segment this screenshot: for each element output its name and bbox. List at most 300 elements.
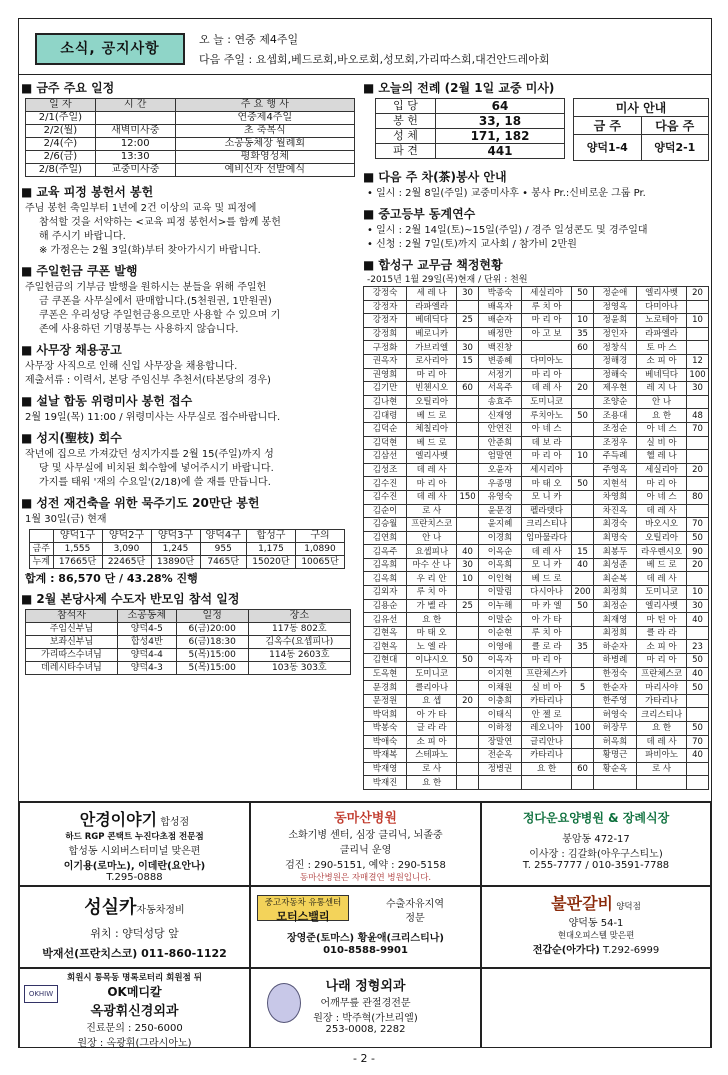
meeting-cell: 양덕4-4: [117, 649, 176, 662]
choir-row: [364, 354, 709, 368]
choir-cell: [457, 368, 479, 382]
rosary-header-row: [30, 530, 345, 543]
choir-cell: [687, 504, 709, 518]
ad-galbi-phone: T.292-6999: [603, 945, 660, 956]
choir-cell: 글리안나: [522, 735, 572, 749]
choir-cell: 김대령: [364, 409, 407, 423]
choir-cell: 30: [687, 382, 709, 396]
ad-hospital-line: 소화기병 센터, 심장 클리닉, 뇌졸중: [288, 830, 443, 841]
coupon-line: 주일헌금의 기부금 발행을 원하시는 분들을 위해 주일헌: [25, 282, 267, 293]
events-cell: 연중제4주일: [175, 112, 354, 125]
meeting-cell: 가리따스수녀님: [26, 649, 118, 662]
choir-cell: 50: [687, 654, 709, 668]
choir-cell: 데 레 사: [407, 490, 457, 504]
choir-cell: [572, 626, 594, 640]
next-value: 요셉회,베드로회,바오로회,성모회,가리따스회,대건안드레아회: [255, 53, 550, 66]
choir-cell: 문정원: [364, 694, 407, 708]
choir-cell: 체칠리아: [407, 422, 457, 436]
choir-cell: 안 나: [637, 395, 687, 409]
choir-cell: [637, 776, 687, 790]
meeting-cell: 합성4반: [117, 636, 176, 649]
seminar-title: ■ 중고등부 동계연수: [363, 205, 711, 222]
choir-cell: 요 한: [522, 762, 572, 776]
choir-cell: 이옥순: [478, 545, 521, 559]
choir-cell: [572, 518, 594, 532]
palm-line: 당 및 사무실에 비치된 회수함에 넣어주시기 바랍니다.: [39, 463, 274, 474]
choir-cell: 5: [572, 681, 594, 695]
meeting-cell: 주임신부님: [26, 623, 118, 636]
ad-nursing-phone: T. 255-7777 / 010-3591-7788: [522, 860, 670, 871]
choir-cell: 도미니코: [407, 667, 457, 681]
tea-line: • 일시 : 2월 8일(주일) 교중미사후 • 봉사 Pr.:신비로운 그룹 Pr.: [367, 188, 646, 199]
choir-cell: 노로테아: [637, 314, 687, 328]
tea-title: ■ 다음 주 차(茶)봉사 안내: [363, 168, 711, 185]
choir-cell: 100: [572, 722, 594, 736]
mass-label: 파 견: [376, 144, 436, 159]
choir-cell: 변종혜: [478, 354, 521, 368]
choir-cell: 이하정: [478, 722, 521, 736]
meeting-header: 장소: [248, 610, 350, 623]
events-header: 시 간: [95, 99, 175, 112]
choir-cell: [687, 300, 709, 314]
choir-cell: 70: [687, 422, 709, 436]
meeting-cell: 5(목)15:00: [176, 649, 248, 662]
choir-cell: [572, 613, 594, 627]
choir-cell: 정인자: [593, 327, 636, 341]
choir-cell: 50: [687, 681, 709, 695]
choir-cell: 정해경: [593, 354, 636, 368]
choir-cell: 베 드 로: [522, 572, 572, 586]
choir-cell: 김수진: [364, 490, 407, 504]
ad-ok: [19, 968, 250, 1048]
right-column: [361, 77, 711, 790]
header: [19, 19, 711, 75]
choir-cell: 김순이: [364, 504, 407, 518]
choir-cell: [572, 354, 594, 368]
meeting-cell: 6(금)18:30: [176, 636, 248, 649]
choir-cell: 안 젤 로: [522, 708, 572, 722]
coupon-title: ■ 주일헌금 쿠폰 발행: [21, 262, 359, 279]
choir-cell: 35: [572, 327, 594, 341]
choir-cell: 클리아나: [407, 681, 457, 695]
choir-row: [364, 681, 709, 695]
hire-title: ■ 사무장 채용공고: [21, 341, 359, 358]
choir-cell: 실 비 아: [522, 681, 572, 695]
meeting-title: ■ 2월 본당사제 수도자 반모임 참석 일정: [21, 590, 359, 607]
choir-cell: [457, 667, 479, 681]
choir-cell: [457, 300, 479, 314]
coupon-line: 쿠폰은 우리성당 주일헌금용으로만 사용할 수 있으며 기: [39, 310, 281, 321]
choir-cell: [457, 776, 479, 790]
ad-motors-badge: 중고자동차 유통센터: [264, 898, 342, 908]
choir-cell: 정순애: [593, 287, 636, 301]
ad-motors-line: 장영준(토마스) 황윤애(크리스티나): [286, 933, 444, 944]
ad-car-line: 박재선(프란치스코) 011-860-1122: [42, 947, 227, 960]
ad-nursing-line: 봉암동 472-17: [562, 834, 630, 845]
meeting-cell: 5(목)15:00: [176, 662, 248, 675]
choir-cell: 로 사: [637, 762, 687, 776]
page-frame: [18, 18, 712, 1048]
choir-cell: 150: [457, 490, 479, 504]
choir-cell: 임마물라다: [522, 531, 572, 545]
choir-cell: 조정순: [593, 422, 636, 436]
choir-cell: 엘리사벳: [637, 599, 687, 613]
choir-cell: 40: [687, 667, 709, 681]
choir-cell: 한정숙: [593, 667, 636, 681]
choir-cell: 12: [687, 354, 709, 368]
choir-cell: 세시리아: [522, 463, 572, 477]
choir-cell: 200: [572, 586, 594, 600]
choir-cell: 안준희: [478, 436, 521, 450]
choir-cell: 다미아나: [637, 300, 687, 314]
choir-cell: 도옥현: [364, 667, 407, 681]
choir-cell: 김덕현: [364, 436, 407, 450]
choir-cell: 70: [687, 518, 709, 532]
ad-narae-title: 나래 정형외과: [325, 979, 406, 994]
meeting-cell: 양덕4-5: [117, 623, 176, 636]
ad-motors-line: 수출자유지역: [386, 899, 444, 910]
choir-cell: 로사리아: [407, 354, 457, 368]
choir-cell: [593, 776, 636, 790]
choir-cell: 90: [687, 545, 709, 559]
choir-cell: 50: [687, 722, 709, 736]
mass-label: 성 체: [376, 129, 436, 144]
choir-cell: 김덕순: [364, 422, 407, 436]
choir-row: [364, 463, 709, 477]
events-cell: [95, 112, 175, 125]
choir-cell: 클 로 라: [522, 640, 572, 654]
ad-ok-title: OK메디칼: [107, 985, 162, 999]
mass-area: [361, 98, 711, 164]
choir-row: [364, 586, 709, 600]
choir-cell: 30: [457, 341, 479, 355]
choir-row: [364, 531, 709, 545]
ad-motors-phone: 010-8588-9901: [323, 945, 408, 956]
choir-cell: 소 피 아: [407, 735, 457, 749]
ad-glasses-sub: 합성점: [160, 817, 190, 828]
choir-cell: [457, 395, 479, 409]
mass-row: [376, 129, 565, 144]
choir-cell: 아 가 타: [407, 708, 457, 722]
rosary-row: [30, 556, 345, 569]
meeting-cell: 보좌신부님: [26, 636, 118, 649]
choir-cell: 20: [687, 558, 709, 572]
ad-galbi-sub: 양덕점: [616, 902, 641, 912]
choir-row: [364, 640, 709, 654]
choir-cell: [522, 341, 572, 355]
choir-cell: 모 니 카: [522, 490, 572, 504]
ads-area: [19, 801, 711, 1049]
choir-cell: 48: [687, 409, 709, 423]
choir-cell: 최성준: [593, 558, 636, 572]
rosary-header: 양덕3구: [151, 530, 200, 543]
ad-nursing-line: 이사장 : 김갈화(아우구스티노): [529, 849, 663, 860]
choir-cell: 카타리나: [522, 749, 572, 763]
choir-cell: 박재영: [364, 762, 407, 776]
choir-cell: 세 레 나: [407, 287, 457, 301]
rosary-cell: 1,0890: [295, 543, 344, 556]
ad-galbi-owner: 전갑순(아가다): [532, 945, 600, 956]
ad-narae-line: 원장 : 박주혁(가브리엘): [313, 1013, 418, 1024]
ad-glasses-title: 안경이야기: [79, 810, 158, 829]
choir-row: [364, 422, 709, 436]
choir-cell: [457, 409, 479, 423]
next-line: [199, 51, 549, 67]
ad-car-line: 위치 : 양덕성당 앞: [90, 927, 179, 940]
choir-cell: 로 사: [407, 762, 457, 776]
choir-row: [364, 409, 709, 423]
mass-value: 64: [436, 99, 565, 114]
events-header: 일 자: [26, 99, 96, 112]
ad-ok-line: 원장 : 옥광휘(그라시아노): [77, 1038, 192, 1048]
choir-cell: 70: [687, 735, 709, 749]
choir-cell: [687, 477, 709, 491]
choir-row: [364, 776, 709, 790]
events-cell: 교중미사중: [95, 164, 175, 177]
choir-row: [364, 436, 709, 450]
events-row: [26, 112, 355, 125]
mass-value: 171, 182: [436, 129, 565, 144]
choir-cell: [687, 450, 709, 464]
choir-cell: 서정기: [478, 368, 521, 382]
choir-cell: [457, 477, 479, 491]
choir-cell: 이옥자: [478, 654, 521, 668]
choir-cell: 차영희: [593, 490, 636, 504]
choir-cell: 이말순: [478, 613, 521, 627]
meeting-cell: 114동 2603호: [248, 649, 350, 662]
choir-cell: 문경희: [364, 681, 407, 695]
events-cell: 12:00: [95, 138, 175, 151]
choir-cell: 요 한: [407, 613, 457, 627]
choir-cell: 김현대: [364, 654, 407, 668]
choir-cell: [572, 368, 594, 382]
choir-cell: 김용순: [364, 599, 407, 613]
choir-row: [364, 477, 709, 491]
choir-cell: 제우현: [593, 382, 636, 396]
choir-row: [364, 722, 709, 736]
choir-cell: 오틸리아: [407, 395, 457, 409]
choir-cell: 요 한: [407, 776, 457, 790]
events-cell: 2/2(월): [26, 125, 96, 138]
events-cell: 예비신자 선발예식: [175, 164, 354, 177]
choir-cell: [457, 518, 479, 532]
choir-row: [364, 762, 709, 776]
choir-cell: 하순자: [593, 640, 636, 654]
choir-row: [364, 287, 709, 301]
choir-row: [364, 314, 709, 328]
choir-sub: -2015년 1월 29일(목)현재 / 단위 : 천원: [367, 275, 528, 285]
choir-cell: 마 리 아: [637, 654, 687, 668]
meeting-row: [26, 649, 351, 662]
ad-hospital-title: 동마산병원: [334, 811, 397, 826]
seminar-line: • 신청 : 2월 7일(토)까지 교사회 / 참가비 2만원: [367, 239, 577, 250]
ad-ok-title2: 옥광휘신경외과: [90, 1004, 179, 1019]
rosary-cell: 955: [200, 543, 246, 556]
choir-cell: 김옥주: [364, 545, 407, 559]
rosary-header: 합성구: [246, 530, 295, 543]
choir-cell: 장말연: [478, 735, 521, 749]
choir-cell: 배순자: [478, 314, 521, 328]
choir-cell: 20: [687, 463, 709, 477]
ad-motors-logo: [257, 895, 349, 921]
choir-cell: 30: [687, 599, 709, 613]
mass-row: [376, 144, 565, 159]
rosary-cell: 22465단: [102, 556, 151, 569]
choir-cell: 35: [572, 640, 594, 654]
today-line: [199, 31, 298, 47]
choir-cell: 10: [687, 586, 709, 600]
hire-line: 사무장 사직으로 인해 신입 사무장을 채용합니다.: [25, 361, 238, 372]
choir-cell: 이옥희: [478, 558, 521, 572]
choir-cell: 윤문경: [478, 504, 521, 518]
choir-cell: [687, 626, 709, 640]
choir-cell: 이누해: [478, 599, 521, 613]
ad-glasses-phone: T.295-0888: [106, 872, 163, 883]
choir-cell: 윤지혜: [478, 518, 521, 532]
rosary-cell: 3,090: [102, 543, 151, 556]
choir-cell: 안 나: [407, 531, 457, 545]
choir-cell: 25: [457, 599, 479, 613]
choir-cell: 한순자: [593, 681, 636, 695]
choir-cell: 50: [572, 287, 594, 301]
choir-row: [364, 450, 709, 464]
choir-cell: 라파엘라: [407, 300, 457, 314]
choir-cell: [457, 613, 479, 627]
choir-cell: [457, 735, 479, 749]
choir-cell: 황명근: [593, 749, 636, 763]
choir-cell: 전순옥: [478, 749, 521, 763]
events-cell: 초 축복식: [175, 125, 354, 138]
choir-cell: 마 리 아: [407, 368, 457, 382]
choir-cell: 이영애: [478, 640, 521, 654]
choir-cell: [572, 667, 594, 681]
choir-cell: 최정희: [593, 586, 636, 600]
choir-cell: 레 지 나: [637, 382, 687, 396]
ad-empty: [481, 968, 711, 1048]
choir-cell: 정해숙: [593, 368, 636, 382]
ad-glasses-line: 이기용(로마노), 이데란(요안나): [63, 861, 206, 872]
choir-cell: 오윤자: [478, 463, 521, 477]
ad-motors-title: 모터스밸리: [276, 910, 330, 923]
choir-cell: 최정희: [593, 626, 636, 640]
ad-narae: [250, 968, 481, 1048]
edu-title: ■ 교육 피정 봉헌서 봉헌: [21, 183, 359, 200]
meeting-cell: 6(금)20:00: [176, 623, 248, 636]
choir-cell: [457, 762, 479, 776]
choir-cell: 정창식: [593, 341, 636, 355]
choir-cell: 주득례: [593, 450, 636, 464]
choir-cell: 20: [572, 382, 594, 396]
choir-cell: 최정순: [593, 599, 636, 613]
choir-cell: 박봉숙: [364, 722, 407, 736]
rosary-table: [29, 529, 345, 569]
choir-cell: [522, 776, 572, 790]
choir-cell: 정윤희: [593, 314, 636, 328]
choir-row: [364, 572, 709, 586]
choir-cell: 김수진: [364, 477, 407, 491]
choir-row: [364, 545, 709, 559]
rosary-header: 양덕2구: [102, 530, 151, 543]
choir-cell: [687, 327, 709, 341]
meeting-cell: 데레시타수녀님: [26, 662, 118, 675]
choir-cell: 최재영: [593, 613, 636, 627]
meeting-cell: 양덕4-3: [117, 662, 176, 675]
choir-cell: [572, 654, 594, 668]
ad-motors: [250, 886, 481, 968]
choir-cell: [572, 422, 594, 436]
rosary-cell: 1,175: [246, 543, 295, 556]
choir-cell: 배정만: [478, 327, 521, 341]
choir-cell: 가타리나: [637, 694, 687, 708]
choir-cell: 노 엘 라: [407, 640, 457, 654]
choir-cell: 한주영: [593, 694, 636, 708]
choir-cell: 박재진: [364, 776, 407, 790]
choir-cell: [478, 776, 521, 790]
choir-cell: [687, 436, 709, 450]
news-badge: 소식, 공지사항: [35, 33, 185, 65]
lunar-title: ■ 설날 합동 위령미사 봉헌 접수: [21, 392, 359, 409]
choir-cell: 60: [572, 341, 594, 355]
events-cell: 2/4(수): [26, 138, 96, 151]
choir-cell: 베네딕다: [637, 368, 687, 382]
choir-row: [364, 654, 709, 668]
events-row: [26, 151, 355, 164]
choir-cell: 데 레 사: [637, 735, 687, 749]
choir-cell: 요 셉: [407, 694, 457, 708]
choir-cell: 강정자: [364, 300, 407, 314]
choir-cell: 데 레 사: [637, 504, 687, 518]
choir-cell: [457, 749, 479, 763]
choir-cell: 데 레 사: [637, 572, 687, 586]
today-value: 연중 제4주일: [234, 33, 299, 46]
events-row: [26, 138, 355, 151]
choir-cell: 30: [457, 287, 479, 301]
ad-narae-mascot-icon: [267, 983, 301, 1023]
edu-line: ※ 가정은는 2월 3일(화)부터 찾아가시기 바랍니다.: [39, 245, 261, 256]
choir-cell: 가 벨 라: [407, 599, 457, 613]
choir-cell: 실 비 아: [637, 436, 687, 450]
events-cell: 평화영성체: [175, 151, 354, 164]
choir-cell: [572, 463, 594, 477]
choir-cell: 백진창: [478, 341, 521, 355]
choir-cell: 우 리 안: [407, 572, 457, 586]
palm-title: ■ 성지(聖枝) 회수: [21, 429, 359, 446]
ad-hospital-line: 검진 : 290-5151, 예약 : 290-5158: [285, 860, 446, 871]
lunar-line: 2월 19일(목) 11:00 / 위령미사는 사무실로 접수바랍니다.: [25, 412, 281, 423]
choir-cell: [572, 490, 594, 504]
choir-cell: 박종숙: [478, 287, 521, 301]
choir-cell: 프란체스코: [637, 667, 687, 681]
choir-row: [364, 327, 709, 341]
choir-cell: 권영희: [364, 368, 407, 382]
choir-cell: 크리스티나: [522, 518, 572, 532]
choir-cell: 다미아노: [522, 354, 572, 368]
choir-cell: 엄말연: [478, 450, 521, 464]
choir-cell: 도미니코: [522, 395, 572, 409]
choir-cell: 30: [457, 558, 479, 572]
choir-cell: 마 태 오: [522, 477, 572, 491]
choir-cell: 헬 레 나: [637, 450, 687, 464]
choir-cell: 파비아노: [637, 749, 687, 763]
meeting-cell: 김옥수(요셉피나): [248, 636, 350, 649]
choir-cell: 정병권: [478, 762, 521, 776]
choir-cell: 소 피 아: [637, 354, 687, 368]
choir-cell: 허장무: [593, 722, 636, 736]
choir-cell: 카타리나: [522, 694, 572, 708]
choir-cell: 마 리 아: [407, 477, 457, 491]
meeting-row: [26, 623, 351, 636]
choir-cell: [572, 749, 594, 763]
